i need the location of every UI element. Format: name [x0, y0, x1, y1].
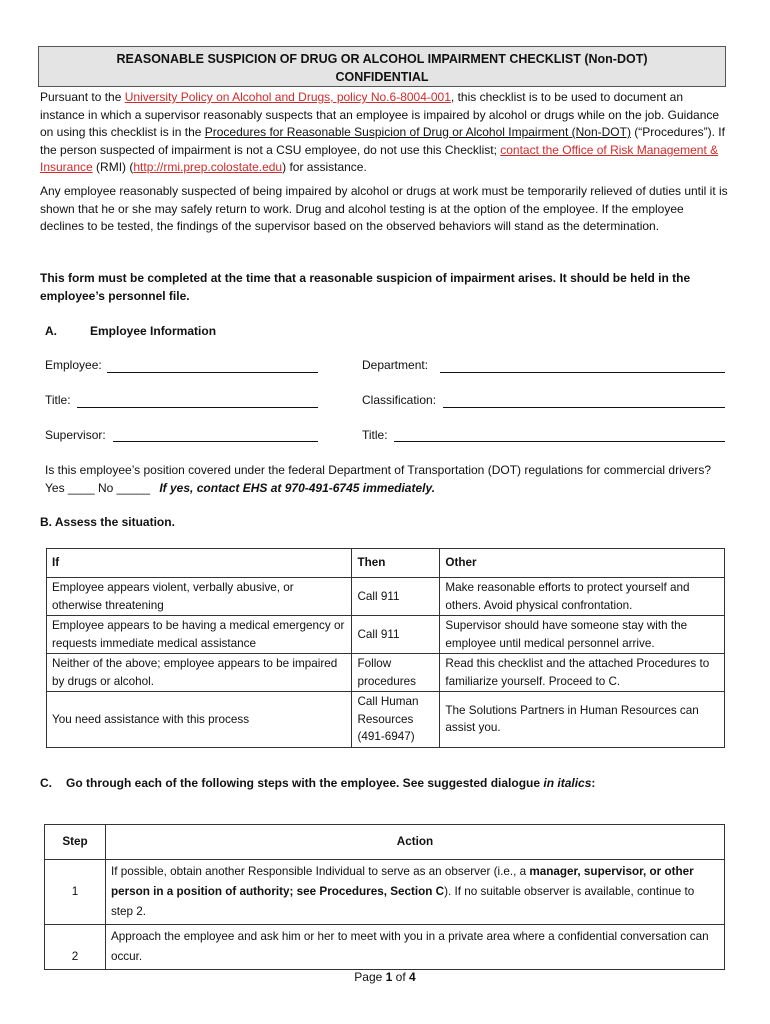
policy-link[interactable]: University Policy on Alcohol and Drugs, policy No.6-8004-001	[124, 90, 451, 104]
table-header-row	[47, 549, 725, 578]
rmi-contact-link[interactable]: contact the Office of Risk Management & Insurance	[40, 142, 719, 174]
table-row: Neither of the above; employee appears to be impaired by drugs or alcohol. Follow procedures Read this checklist and the attached Procedures to familiarize yourself. Proceed to C.	[47, 654, 725, 692]
title-banner	[38, 46, 726, 87]
intro-paragraph: Pursuant to the University Policy on Alcohol and Drugs, policy No.6-8004-001, this checklist is to be used to document an instance in which a supervisor reasonably suspects that an employee is impaired by alcohol or drugs while on the job. Guidance on using this checklist is in the Procedures for Reasonable Suspicion of Drug or Alcohol Impairment (Non-DOT) (“Procedures”). If the person suspected of impairment is not a CSU employee, do not use this Checklist; contact the Office of Risk Management & Insurance (RMI) (http://rmi.prep.colostate.edu) for assistance.	[40, 90, 725, 174]
dot-ehs-note: If yes, contact EHS at 970-491-6745 immediately.	[159, 480, 436, 495]
supervisor-title-label: Title:	[362, 428, 388, 442]
table-header-row	[45, 825, 725, 860]
page-footer: Page 1 of 4	[354, 970, 416, 984]
supervisor-title-field[interactable]	[394, 441, 725, 442]
completion-notice: This form must be completed at the time that a reasonable suspicion of impairment arises. It should be held in the employee’s personnel file.	[40, 271, 691, 303]
section-a-title: Employee Information	[90, 324, 217, 338]
section-b-title: B. Assess the situation.	[40, 515, 175, 529]
steps-table	[44, 824, 725, 970]
header-other: Other	[440, 549, 725, 578]
table-row: You need assistance with this process Call Human Resources (491-6947) The Solutions Partners in Human Resources can assist you.	[47, 692, 725, 748]
employee-label: Employee:	[45, 358, 102, 372]
relief-paragraph: Any employee reasonably suspected of being impaired by alcohol or drugs at work must be temporarily relieved of duties until it is shown that he or she may safely return to work. Drug and alcohol testing is at the option of the employee. If the employee declines to be tested, the findings of the supervisor based on the observed behaviors will stand as the determination.	[40, 184, 728, 233]
dot-question: Is this employee’s position covered under the federal Department of Transportation (DOT) regulations for commercial drivers? Yes ____ No _____ If yes, contact EHS at 970-491-6745 immediately.	[45, 463, 712, 495]
employee-field[interactable]	[107, 372, 318, 373]
dot-no-blank[interactable]: No _____	[97, 480, 150, 495]
section-a-letter: A.	[45, 324, 57, 338]
title-field[interactable]	[77, 407, 318, 408]
dot-yes-blank[interactable]: Yes ____	[45, 480, 95, 495]
supervisor-label: Supervisor:	[45, 428, 106, 442]
section-c-letter: C.	[40, 776, 52, 790]
classification-label: Classification:	[362, 393, 437, 407]
department-label: Department:	[362, 358, 429, 372]
table-row: 2 Approach the employee and ask him or her to meet with you in a private area where a confidential conversation can occur.	[45, 925, 725, 970]
department-field[interactable]	[440, 372, 725, 373]
header-step: Step	[45, 825, 106, 860]
table-row: 1 If possible, obtain another Responsible Individual to serve as an observer (i.e., a manager, supervisor, or other person in a position of authority; see Procedures, Section C). If no suitable observer is available, continue to step 2.	[45, 860, 725, 925]
table-row: Employee appears violent, verbally abusive, or otherwise threatening Call 911 Make reasonable efforts to protect yourself and others. Avoid physical confrontation.	[47, 578, 725, 616]
header-action: Action	[105, 825, 724, 860]
assess-table	[46, 548, 725, 748]
classification-field[interactable]	[443, 407, 725, 408]
section-c-title: Go through each of the following steps with the employee. See suggested dialogue in italics:	[66, 776, 596, 790]
table-row: Employee appears to be having a medical emergency or requests immediate medical assistance Call 911 Supervisor should have someone stay with the employee until medical personnel arrive.	[47, 616, 725, 654]
title-label: Title:	[45, 393, 71, 407]
header-then: Then	[352, 549, 440, 578]
rmi-url-link[interactable]: http://rmi.prep.colostate.edu	[133, 160, 283, 174]
procedures-link[interactable]: Procedures for Reasonable Suspicion of Drug or Alcohol Impairment (Non-DOT)	[204, 125, 631, 139]
document-title: REASONABLE SUSPICION OF DRUG OR ALCOHOL IMPAIRMENT CHECKLIST (Non-DOT)	[116, 52, 648, 66]
header-if: If	[47, 549, 352, 578]
supervisor-field[interactable]	[113, 441, 318, 442]
confidential-label: CONFIDENTIAL	[335, 70, 429, 84]
